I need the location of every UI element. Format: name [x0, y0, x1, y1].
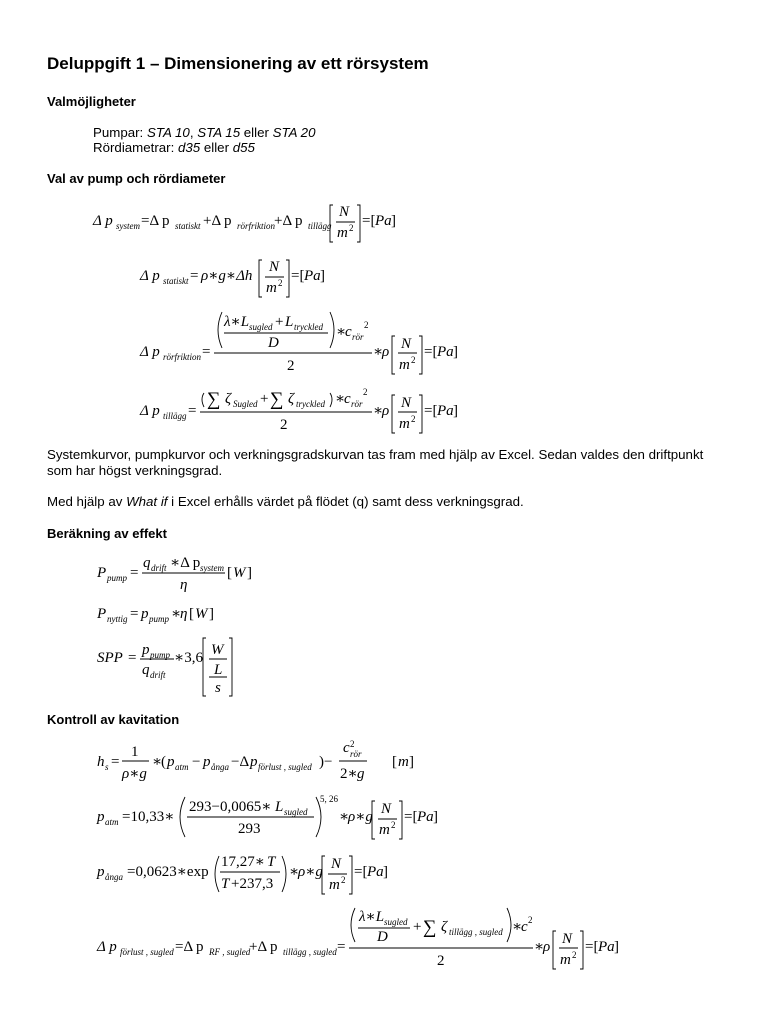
svg-text:=Δ p: =Δ p	[175, 939, 204, 955]
svg-text:sugled: sugled	[284, 807, 308, 817]
svg-text:∗: ∗	[339, 809, 350, 825]
svg-text:p: p	[97, 864, 105, 880]
svg-text:L: L	[285, 314, 294, 330]
svg-text:ρ: ρ	[382, 344, 390, 360]
svg-text:D: D	[268, 335, 279, 351]
svg-text:N: N	[381, 801, 392, 817]
svg-text:ζ: ζ	[441, 919, 448, 935]
svg-text:statiskt: statiskt	[163, 276, 189, 286]
svg-text:ζ: ζ	[225, 391, 232, 407]
svg-text:förlust , sugled: förlust , sugled	[258, 762, 312, 772]
paragraph-what-if	[47, 494, 727, 510]
separator: ,	[189, 125, 198, 140]
svg-text:N: N	[401, 395, 412, 411]
svg-text:+237,3: +237,3	[231, 876, 274, 892]
svg-text:=[: =[	[354, 864, 368, 880]
svg-text:c: c	[521, 919, 528, 935]
svg-text:−: −	[192, 754, 201, 770]
svg-text:λ∗L: λ∗L	[359, 909, 385, 925]
svg-text:p: p	[250, 754, 258, 770]
svg-text:]: ]	[614, 939, 619, 955]
svg-text:W: W	[195, 606, 208, 622]
svg-text:m: m	[398, 754, 409, 770]
svg-text:2: 2	[350, 739, 355, 749]
equation-spp	[97, 636, 257, 698]
svg-text:tillägg , sugled: tillägg , sugled	[283, 947, 337, 957]
svg-text:=: =	[130, 606, 139, 622]
svg-text:ρ: ρ	[543, 939, 551, 955]
svg-text:SPP: SPP	[97, 650, 123, 666]
svg-text:]: ]	[320, 268, 325, 284]
equation-system-pressure	[93, 200, 413, 245]
svg-text:Sugled: Sugled	[233, 399, 258, 409]
svg-text:2: 2	[363, 387, 368, 397]
svg-text:=10,33∗: =10,33∗	[122, 809, 175, 825]
svg-text:atm: atm	[175, 762, 189, 772]
svg-text:p: p	[97, 809, 105, 825]
svg-text:∗Δ p: ∗Δ p	[170, 555, 201, 571]
svg-text:[: [	[189, 606, 194, 622]
svg-text:Δ p: Δ p	[97, 939, 117, 955]
svg-text:+: +	[260, 391, 269, 407]
svg-text:∗: ∗	[373, 403, 384, 419]
svg-text:ρ∗g∗Δh: ρ∗g∗Δh	[201, 268, 253, 284]
pipes-label: Rördiametrar:	[93, 140, 178, 155]
paragraph-text: Med hjälp av	[47, 494, 127, 509]
paragraph-system-curves: Systemkurvor, pumpkurvor och verkningsgradskurvan tas fram med hjälp av Excel. Sedan valdes den driftpunkt som har högst verkningsgrad.	[47, 447, 704, 478]
svg-text:]: ]	[391, 213, 396, 229]
svg-text:2∗: 2∗	[340, 766, 358, 782]
svg-text:(: (	[161, 754, 166, 770]
svg-text:p: p	[142, 642, 150, 658]
svg-text:N: N	[401, 336, 412, 352]
svg-text:=: =	[111, 754, 120, 770]
svg-text:pump: pump	[107, 573, 127, 583]
svg-text:pump: pump	[149, 614, 169, 624]
svg-text:Pa: Pa	[304, 268, 321, 284]
svg-text:Pa: Pa	[417, 809, 434, 825]
svg-text:=: =	[337, 939, 346, 955]
svg-text:rör: rör	[350, 749, 362, 759]
equation-pipe-friction	[140, 308, 470, 378]
svg-text:W: W	[233, 565, 246, 581]
svg-text:=: =	[128, 650, 137, 666]
svg-text:2: 2	[364, 320, 369, 330]
svg-text:∑: ∑	[270, 389, 284, 410]
svg-text:tryckled: tryckled	[294, 322, 323, 332]
svg-text:2: 2	[349, 223, 354, 233]
equation-atm-pressure	[97, 793, 457, 843]
svg-text:=[: =[	[404, 809, 418, 825]
svg-text:ånga: ånga	[105, 872, 123, 882]
svg-text:g: g	[357, 766, 365, 782]
svg-text:+: +	[275, 314, 284, 330]
svg-text:2: 2	[411, 355, 416, 365]
svg-text:P: P	[97, 565, 107, 581]
svg-text:Δ p: Δ p	[140, 268, 160, 284]
svg-text:q: q	[142, 662, 150, 678]
svg-text:sugled: sugled	[249, 322, 273, 332]
svg-text:RF , sugled: RF , sugled	[209, 947, 251, 957]
svg-text:rörfriktion: rörfriktion	[163, 352, 202, 362]
svg-text:m: m	[379, 822, 390, 838]
svg-text:=: =	[202, 344, 211, 360]
svg-text:s: s	[105, 762, 109, 772]
svg-text:η: η	[180, 606, 188, 622]
svg-text:N: N	[562, 931, 573, 947]
svg-text:N: N	[339, 204, 350, 220]
svg-text:Δ p: Δ p	[140, 403, 160, 419]
or-text: eller	[200, 140, 233, 155]
pump-options	[93, 125, 315, 140]
svg-text:ρ∗g: ρ∗g	[122, 766, 147, 782]
heading-berakning-effekt: Beräkning av effekt	[47, 526, 167, 541]
svg-text:system: system	[200, 563, 224, 573]
svg-text:Δ p: Δ p	[93, 213, 113, 229]
svg-text:]: ]	[247, 565, 252, 581]
svg-text:pump: pump	[150, 650, 170, 660]
svg-text:∗3,6: ∗3,6	[174, 650, 203, 666]
equation-pump-power	[97, 553, 277, 595]
svg-text:atm: atm	[105, 817, 119, 827]
svg-text:17,27∗: 17,27∗	[221, 854, 265, 870]
pump-option-1: STA 10	[146, 125, 190, 140]
svg-text:m: m	[266, 280, 277, 296]
pipe-option-2: d55	[232, 140, 255, 155]
svg-text:2: 2	[391, 820, 396, 830]
svg-text:=[: =[	[424, 344, 438, 360]
equation-useful-power	[97, 600, 237, 630]
svg-text:Pa: Pa	[598, 939, 615, 955]
svg-text:∑: ∑	[423, 917, 437, 938]
svg-text:]: ]	[433, 809, 438, 825]
svg-text:=: =	[130, 565, 139, 581]
svg-text:s: s	[215, 680, 221, 696]
svg-text:ρ: ρ	[382, 403, 390, 419]
pumps-label: Pumpar:	[93, 125, 147, 140]
svg-text:∗: ∗	[534, 939, 545, 955]
svg-text:T: T	[267, 854, 276, 870]
svg-text:Pa: Pa	[437, 403, 454, 419]
svg-text:rörfriktion: rörfriktion	[237, 221, 276, 231]
svg-text:∗: ∗	[373, 344, 384, 360]
svg-text:statiskt: statiskt	[175, 221, 201, 231]
paragraph-text: i Excel erhålls värdet på flödet (q) samt dess verkningsgrad.	[167, 494, 524, 509]
svg-text:=[: =[	[362, 213, 376, 229]
svg-text:p: p	[203, 754, 211, 770]
svg-text:λ∗L: λ∗L	[224, 314, 250, 330]
svg-text:[: [	[392, 754, 397, 770]
svg-text:∗: ∗	[512, 919, 523, 935]
equation-suction-losses	[97, 905, 637, 973]
svg-text:]: ]	[453, 344, 458, 360]
svg-text:293: 293	[238, 821, 261, 837]
svg-text:]: ]	[383, 864, 388, 880]
svg-text:Pa: Pa	[367, 864, 384, 880]
svg-text:=0,0623∗exp: =0,0623∗exp	[127, 864, 209, 880]
svg-text:c: c	[344, 391, 351, 407]
svg-text:T: T	[221, 876, 230, 892]
equation-static-pressure	[140, 255, 340, 300]
svg-text:=[: =[	[291, 268, 305, 284]
svg-text:m: m	[399, 357, 410, 373]
svg-text:2: 2	[572, 950, 577, 960]
svg-text:η: η	[180, 577, 188, 593]
svg-text:=: =	[188, 403, 197, 419]
svg-text:N: N	[331, 856, 342, 872]
svg-text:2: 2	[278, 278, 283, 288]
svg-text:]: ]	[409, 754, 414, 770]
equation-suction-height	[97, 738, 427, 786]
svg-text:Δ p: Δ p	[140, 344, 160, 360]
svg-text:p: p	[167, 754, 175, 770]
svg-text:m: m	[560, 952, 571, 968]
svg-text:ζ: ζ	[288, 391, 295, 407]
svg-text:tillägg: tillägg	[308, 221, 332, 231]
svg-text:L: L	[214, 662, 223, 678]
svg-text:P: P	[97, 606, 107, 622]
svg-text:5, 26: 5, 26	[320, 794, 338, 804]
svg-text:2: 2	[528, 915, 533, 925]
pipe-options	[93, 140, 255, 155]
svg-text:2: 2	[437, 953, 445, 969]
svg-text:nyttig: nyttig	[107, 614, 128, 624]
svg-text:293−0,0065∗: 293−0,0065∗	[189, 799, 272, 815]
pump-option-3: STA 20	[272, 125, 316, 140]
svg-text:2: 2	[411, 414, 416, 424]
svg-text:L: L	[275, 799, 284, 815]
svg-text:]: ]	[209, 606, 214, 622]
svg-text:rör: rör	[351, 399, 363, 409]
svg-text:drift: drift	[150, 670, 166, 680]
heading-valmojligheter: Valmöjligheter	[47, 94, 136, 109]
svg-text:=[: =[	[585, 939, 599, 955]
svg-text:∗: ∗	[171, 606, 182, 622]
svg-text:m: m	[329, 877, 340, 893]
heading-kontroll-kavitation: Kontroll av kavitation	[47, 712, 180, 727]
svg-text:ρ∗g: ρ∗g	[348, 809, 373, 825]
svg-text:[: [	[227, 565, 232, 581]
svg-text:tryckled: tryckled	[296, 399, 325, 409]
svg-text:)−: )−	[319, 754, 333, 770]
svg-text:1: 1	[131, 744, 139, 760]
svg-text:∑: ∑	[207, 389, 221, 410]
svg-text:h: h	[97, 754, 105, 770]
svg-text:p: p	[141, 606, 149, 622]
equation-additional-losses	[140, 385, 470, 437]
svg-text:2: 2	[341, 875, 346, 885]
svg-text:2: 2	[280, 417, 288, 433]
svg-text:∗: ∗	[289, 864, 300, 880]
svg-text:ånga: ånga	[211, 762, 229, 772]
svg-text:∗: ∗	[152, 754, 163, 770]
svg-text:system: system	[116, 221, 140, 231]
svg-text:rör: rör	[352, 332, 364, 342]
svg-text:N: N	[269, 259, 280, 275]
svg-text:m: m	[337, 225, 348, 241]
svg-text:Pa: Pa	[375, 213, 392, 229]
svg-text:m: m	[399, 416, 410, 432]
svg-text:tillägg: tillägg	[163, 411, 187, 421]
svg-text:drift: drift	[151, 563, 167, 573]
equation-vapor-pressure	[97, 850, 417, 900]
svg-text:+Δ p: +Δ p	[203, 213, 232, 229]
or-text: eller	[240, 125, 273, 140]
svg-text:∗: ∗	[335, 391, 346, 407]
svg-text:]: ]	[453, 403, 458, 419]
svg-text:D: D	[377, 929, 388, 945]
svg-text:2: 2	[287, 358, 295, 374]
svg-text:tillägg , sugled: tillägg , sugled	[449, 927, 503, 937]
svg-text:∗: ∗	[336, 324, 347, 340]
pump-option-2: STA 15	[197, 125, 241, 140]
svg-text:+Δ p: +Δ p	[274, 213, 303, 229]
svg-text:ρ∗g: ρ∗g	[298, 864, 323, 880]
svg-text:W: W	[211, 642, 224, 658]
document-title: Deluppgift 1 – Dimensionering av ett rörsystem	[47, 54, 429, 73]
heading-val-av-pump: Val av pump och rördiameter	[47, 171, 226, 186]
svg-text:c: c	[343, 740, 350, 756]
svg-text:+: +	[413, 919, 422, 935]
svg-text:=Δ p: =Δ p	[141, 213, 170, 229]
svg-text:+Δ p: +Δ p	[249, 939, 278, 955]
svg-text:c: c	[345, 324, 352, 340]
svg-text:sugled: sugled	[384, 917, 408, 927]
what-if-term: What if	[126, 494, 168, 509]
svg-text:förlust , sugled: förlust , sugled	[120, 947, 174, 957]
pipe-option-1: d35	[177, 140, 201, 155]
svg-text:=[: =[	[424, 403, 438, 419]
svg-text:q: q	[143, 555, 151, 571]
svg-text:−Δ: −Δ	[231, 754, 250, 770]
svg-text:Pa: Pa	[437, 344, 454, 360]
svg-text:=: =	[190, 268, 199, 284]
